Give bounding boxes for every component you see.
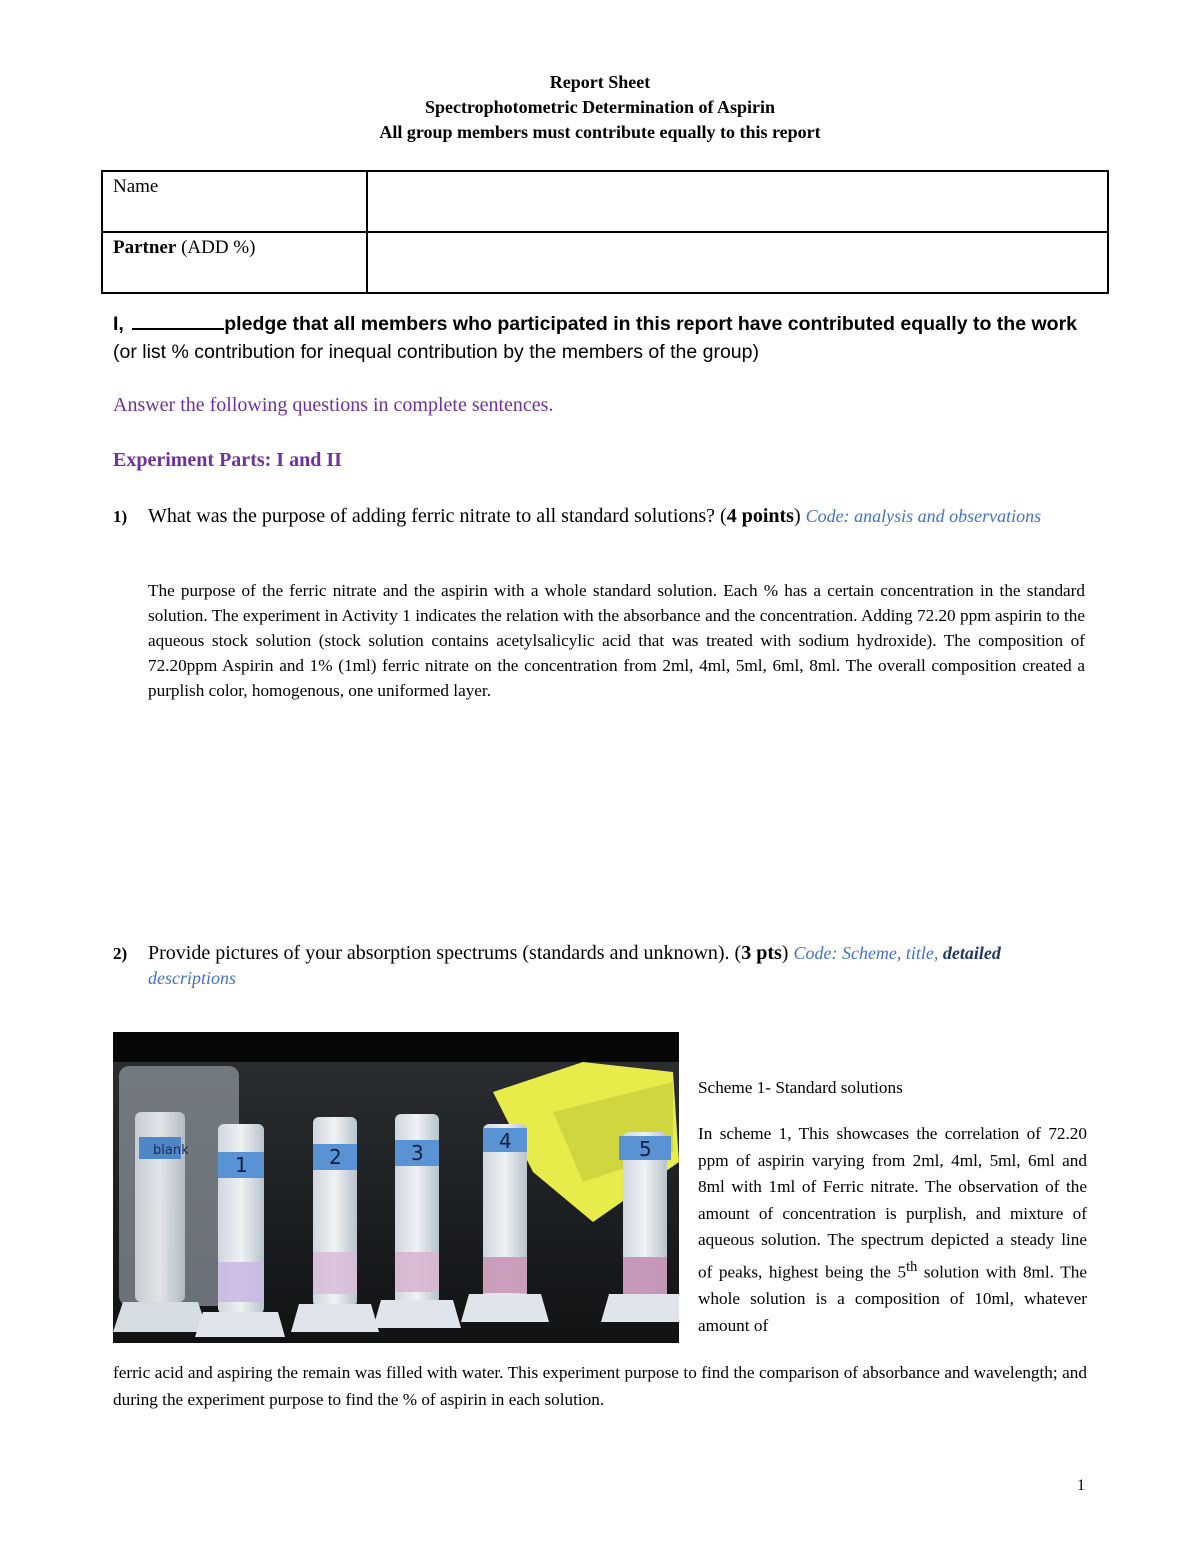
question-2-points: 3 pts [741, 942, 782, 964]
scheme-description: In scheme 1, This showcases the correlation of 72.20 ppm of aspirin varying from 2ml, 4ml, 5ml, 6ml and 8ml with 1ml of Ferric nitrate. The observation of the amount of concentration is purplish, and mixture of aqueous solution. The spectrum depicted a steady line of peaks, highest being the 5th solution with 8ml. The whole solution is a composition of 10ml, whatever amount of [698, 1124, 1087, 1335]
partner-label: Partner (ADD %) [102, 232, 367, 293]
name-row [102, 171, 1108, 232]
question-1-number: 1) [113, 507, 128, 526]
answer-1: The purpose of the ferric nitrate and the aspirin with a whole standard solution. Each % has a certain concentration in the standard solution. The experiment in Activity 1 indicates the relation with the absorbance and the concentration. Adding 72.20 ppm aspirin to the aqueous stock solution (stock solution contains acetylsalicylic acid that was treated with sodium hydroxide). The composition of 72.20ppm Aspirin and 1% (1ml) ferric nitrate on the concentration from 2ml, 4ml, 5ml, 6ml, 8ml. The overall composition created a purplish color, homogenous, one uniformed layer. [148, 581, 1085, 700]
partner-field[interactable] [367, 232, 1108, 293]
page-number: 1 [1077, 1477, 1085, 1494]
tube-label-5: 5 [639, 1137, 652, 1161]
report-header [0, 70, 1200, 145]
info-table [101, 170, 1109, 294]
question-2: 2) Provide pictures of your absorption spectrums (standards and unknown). (3 pts) Code: Scheme, title, detailed descriptions [113, 942, 1001, 988]
blank-label: blank [153, 1143, 189, 1158]
standard-solutions-photo [113, 1032, 679, 1343]
question-1-points: 4 points [726, 505, 794, 527]
tube-label-4: 4 [499, 1129, 512, 1153]
question-2-number: 2) [113, 944, 128, 963]
tube-label-1: 1 [235, 1153, 248, 1177]
pledge-statement: I, pledge that all members who participated in this report have contributed equally to the work (or list % contribution for inequal contribution by the members of the group) [113, 310, 1093, 366]
name-field[interactable] [367, 171, 1108, 232]
question-1: 1) What was the purpose of adding ferric nitrate to all standard solutions? (4 points) Code: analysis and observations [113, 505, 1042, 527]
tube-label-2: 2 [329, 1145, 342, 1169]
question-2-code: Code: Scheme, title, detailed descriptions [148, 943, 1001, 988]
partner-row [102, 232, 1108, 293]
scheme-description-continued: ferric acid and aspiring the remain was filled with water. This experiment purpose to find the comparison of absorbance and wavelength; and during the experiment purpose to find the % of aspirin in each solution. [113, 1363, 1087, 1409]
question-1-code: Code: analysis and observations [805, 506, 1042, 526]
name-label: Name [102, 171, 367, 232]
instruction-text: Answer the following questions in complete sentences. [113, 394, 554, 416]
report-subtitle: Spectrophotometric Determination of Aspirin [424, 97, 776, 117]
report-title: Report Sheet [549, 72, 651, 92]
cylinders-illustration [113, 1032, 679, 1343]
section-title: Experiment Parts: I and II [113, 449, 342, 471]
report-note: All group members must contribute equally to this report [379, 122, 821, 142]
tube-label-3: 3 [411, 1141, 424, 1165]
pledge-name-blank[interactable] [132, 310, 224, 330]
scheme-title: Scheme 1- Standard solutions [698, 1078, 903, 1097]
